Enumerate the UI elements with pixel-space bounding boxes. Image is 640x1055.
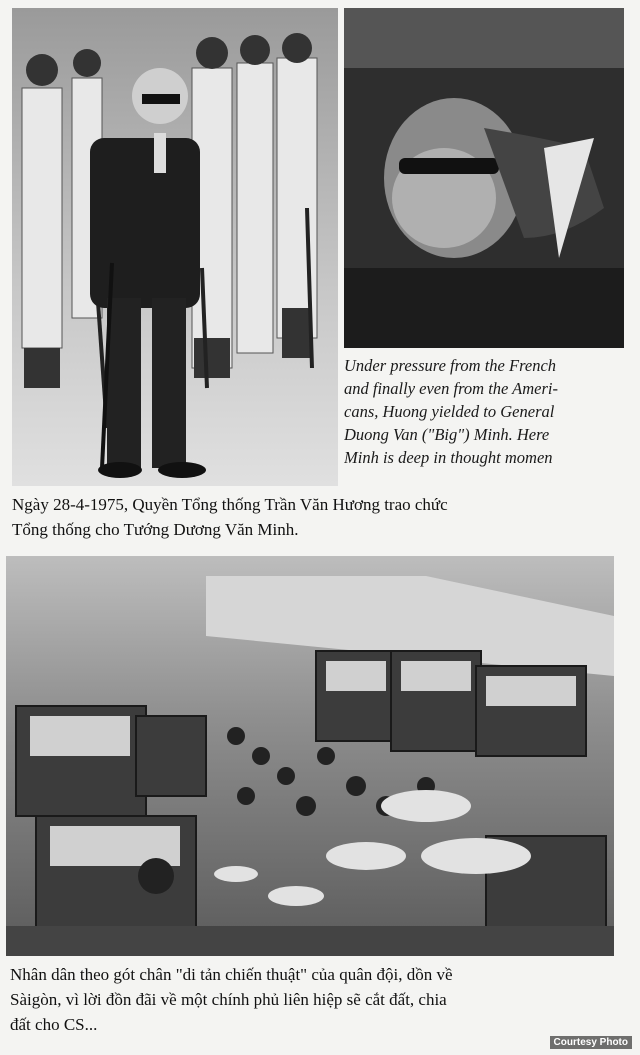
english-caption-line: Duong Van ("Big") Minh. Here bbox=[344, 425, 550, 444]
english-caption-line: cans, Huong yielded to General bbox=[344, 402, 555, 421]
bottom-caption-line: Nhân dân theo gót chân "di tản chiến thuật" của quân đội, dồn về bbox=[10, 965, 453, 984]
bottom-caption-line: đất cho CS... bbox=[10, 1015, 98, 1034]
top-caption-line: Tổng thống cho Tướng Dương Văn Minh. bbox=[12, 520, 299, 539]
top-vietnamese-caption bbox=[12, 492, 448, 542]
minh-portrait-photo bbox=[344, 8, 624, 348]
top-caption-line: Ngày 28-4-1975, Quyền Tổng thống Trần Văn Hương trao chức bbox=[12, 495, 448, 514]
ceremony-photo bbox=[12, 8, 338, 486]
english-caption-line: Minh is deep in thought momen bbox=[344, 448, 553, 467]
evacuation-traffic-photo bbox=[6, 556, 614, 956]
bottom-vietnamese-caption bbox=[10, 962, 453, 1037]
photo-credit: Courtesy Photo bbox=[550, 1036, 632, 1049]
english-caption-line: Under pressure from the French bbox=[344, 356, 557, 375]
english-caption bbox=[344, 354, 634, 478]
bottom-caption-line: Sàigòn, vì lời đồn đãi về một chính phủ liên hiệp sẽ cắt đất, chia bbox=[10, 990, 447, 1009]
english-caption-line: and finally even from the Ameri- bbox=[344, 379, 558, 398]
